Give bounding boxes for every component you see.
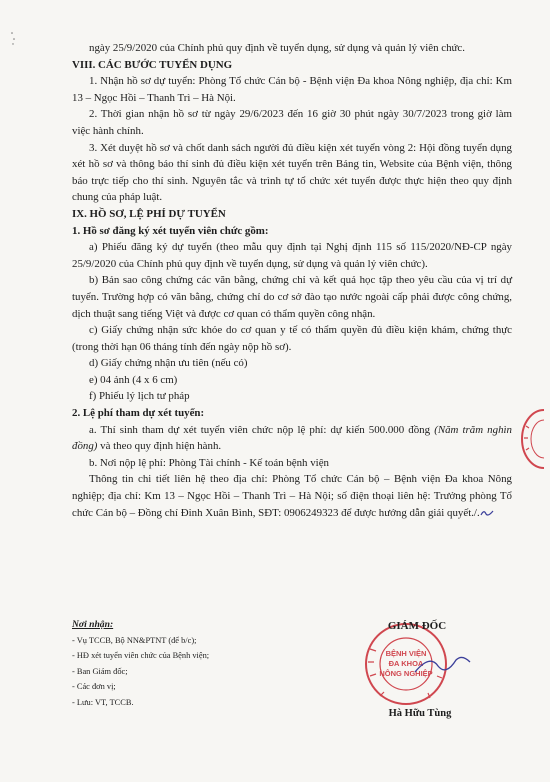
recipients-title: Nơi nhận:	[72, 619, 114, 630]
item-b: b) Bản sao công chứng các văn bằng, chứng chỉ và kết quả học tập theo yêu cầu của vị trí dự tuyển. Trường hợp có văn bằng, chứng chỉ do cơ sở đào tạo nước ngoài cấp phải được công chứng, dịch thuật sang tiếng Việt và được cơ quan có thẩm quyền công nhận.	[72, 274, 512, 320]
document-body	[72, 40, 512, 521]
subsection-title-documents: 1. Hồ sơ đăng ký xét tuyển viên chức gồm:	[72, 224, 269, 237]
fee-item-a	[72, 422, 512, 455]
item-c: c) Giấy chứng nhận sức khỏe do cơ quan y tế có thẩm quyền đủ điều kiện khám, chứng thực (trong thời hạn 06 tháng tính đến ngày nộp hồ sơ).	[72, 324, 512, 353]
fee-item-b: b. Nơi nộp lệ phí: Phòng Tài chính - Kế toán bệnh viện	[89, 456, 329, 469]
item-e: e) 04 ảnh (4 x 6 cm)	[89, 373, 178, 386]
item-f: f) Phiếu lý lịch tư pháp	[89, 390, 190, 403]
recipient-item: - Các đơn vị;	[72, 682, 116, 692]
step-3-paragraph: 3. Xét duyệt hồ sơ và chốt danh sách người đủ điều kiện xét tuyển vòng 2: Hội đồng tuyển dụng xét hồ sơ và thông báo thí sinh đủ điều kiện xét tuyển trên Bảng tin, Website của Bệnh viện, thông báo trực tiếp cho thí sinh. Nguyên tắc và trình tự tổ chức xét tuyển được thực hiện theo quy định chung của pháp luật.	[72, 141, 512, 204]
page-edge-seal	[520, 408, 544, 470]
recipient-item: - Ban Giám đốc;	[72, 666, 128, 676]
subsection-title-fee: 2. Lệ phí tham dự xét tuyển:	[72, 407, 205, 420]
recipient-item: - Lưu: VT, TCCB.	[72, 697, 134, 707]
initial-mark-icon	[480, 509, 494, 517]
item-d: d) Giấy chứng nhận ưu tiên (nếu có)	[89, 357, 248, 370]
recipient-item: - HĐ xét tuyển viên chức của Bệnh viện;	[72, 651, 210, 661]
seal-line-3: NÔNG NGHIỆP	[379, 669, 433, 678]
section-title-viii: VIII. CÁC BƯỚC TUYỂN DỤNG	[72, 58, 233, 71]
step-1-paragraph: 1. Nhận hồ sơ dự tuyển: Phòng Tổ chức Cán bộ - Bệnh viện Đa khoa Nông nghiệp, địa chỉ: Km 13 – Ngọc Hồi – Thanh Trì – Hà Nội.	[72, 75, 512, 104]
signature-block	[360, 620, 480, 720]
fee-text-start: a. Thí sinh tham dự xét tuyển viên chức nộp lệ phí: dự kiến 500.000 đồng	[89, 423, 435, 436]
step-2-paragraph: 2. Thời gian nhận hồ sơ từ ngày 29/6/2023 đến 16 giờ 30 phút ngày 30/7/2023 trong giờ làm việc hành chính.	[72, 108, 512, 137]
seal-line-2: ĐA KHOA	[388, 659, 424, 668]
seal-line-1: BỆNH VIỆN	[385, 649, 427, 658]
recipient-item: - Vụ TCCB, Bộ NN&PTNT (để b/c);	[72, 635, 197, 645]
paragraph-continuation: ngày 25/9/2020 của Chính phủ quy định về tuyển dụng, sử dụng và quản lý viên chức.	[89, 42, 465, 54]
contact-text: Thông tin chi tiết liên hệ theo địa chỉ: Phòng Tổ chức Cán bộ – Bệnh viện Đa khoa Nông nghiệp; địa chỉ: Km 13 – Ngọc Hồi – Thanh Trì – Hà Nội; số điện thoại liên hệ: Trưởng phòng Tổ chức Cán bộ – Đồng chí Đinh Xuân Bình, SĐT: 0906249323 để được hướng dẫn giải quyết./.	[72, 473, 512, 519]
section-title-ix: IX. HỒ SƠ, LỆ PHÍ DỰ TUYỂN	[72, 207, 226, 220]
corner-marks	[0, 30, 30, 50]
item-a: a) Phiếu đăng ký dự tuyển (theo mẫu quy định tại Nghị định 115 số 115/2020/NĐ-CP ngày 25/9/2020 của Chính phủ quy định về tuyển dụng, sử dụng và quản lý viên chức).	[72, 241, 512, 270]
signer-title: GIÁM ĐỐC	[387, 620, 447, 632]
fee-text-end: và theo quy định hiện hành.	[97, 440, 222, 453]
signer-name: Hà Hữu Tùng	[388, 708, 452, 719]
recipients-block	[72, 617, 332, 711]
contact-paragraph	[72, 471, 512, 521]
fee-amount-words: (Năm trăm nghìn đồng)	[72, 423, 512, 453]
